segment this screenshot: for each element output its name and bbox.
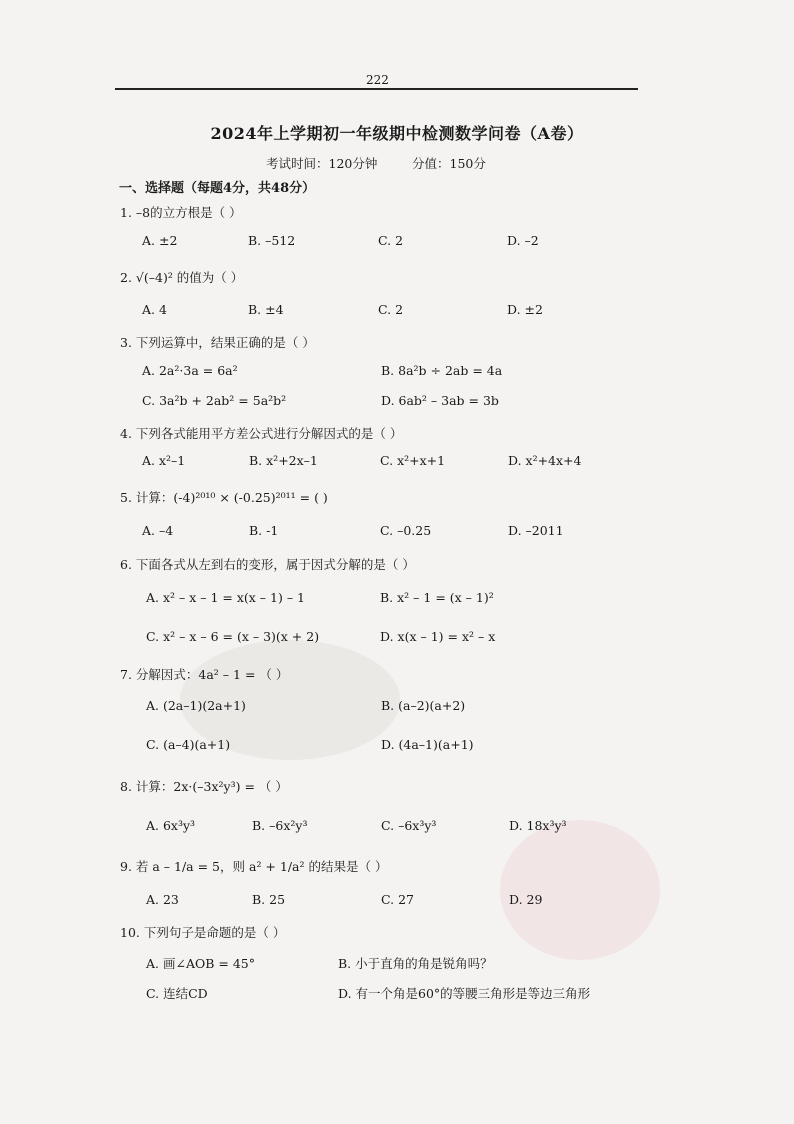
question-stem: 2. √(–4)² 的值为（ ） <box>120 270 244 285</box>
option-a: A. ±2 <box>142 233 178 248</box>
option-b: B. x²+2x–1 <box>249 453 318 468</box>
option-a: A. 23 <box>146 892 179 907</box>
option-c: C. –6x³y³ <box>381 818 437 833</box>
option-b: B. ±4 <box>248 302 284 317</box>
question-stem: 6. 下面各式从左到右的变形，属于因式分解的是（ ） <box>120 557 415 572</box>
option-a: A. (2a–1)(2a+1) <box>146 698 246 713</box>
option-c: C. x²+x+1 <box>380 453 446 468</box>
option-a: A. 6x³y³ <box>146 818 196 833</box>
option-b: B. (a–2)(a+2) <box>381 698 466 713</box>
paper-stain <box>500 820 660 960</box>
header-rule <box>115 88 638 90</box>
option-b: B. -1 <box>249 523 279 538</box>
option-c: C. (a–4)(a+1) <box>146 737 231 752</box>
section-title: 一、选择题（每题4分，共48分） <box>119 181 316 196</box>
option-a: A. 画∠AOB = 45° <box>146 956 255 971</box>
option-b: B. 25 <box>252 892 286 907</box>
question-stem: 3. 下列运算中，结果正确的是（ ） <box>120 335 315 350</box>
exam-title: 2024年上学期初一年级期中检测数学问卷（A卷） <box>210 124 584 143</box>
question-stem: 10. 下列句子是命题的是（ ） <box>120 925 286 940</box>
option-c: C. 2 <box>378 233 404 248</box>
option-d: D. x(x – 1) = x² – x <box>380 629 496 644</box>
option-a: A. x²–1 <box>142 453 186 468</box>
option-d: D. x²+4x+4 <box>508 453 582 468</box>
page-number: 222 <box>366 73 389 87</box>
question-stem: 5. 计算：(-4)²⁰¹⁰ × (-0.25)²⁰¹¹ = ( ) <box>120 490 328 505</box>
option-d: D. (4a–1)(a+1) <box>381 737 474 752</box>
option-d: D. –2011 <box>508 523 564 538</box>
question-stem: 1. –8的立方根是（ ） <box>120 205 242 220</box>
option-b: B. x² – 1 = (x – 1)² <box>380 590 494 605</box>
option-d: D. 6ab² – 3ab = 3b <box>381 393 499 408</box>
option-c: C. x² – x – 6 = (x – 3)(x + 2) <box>146 629 320 644</box>
option-c: C. –0.25 <box>380 523 432 538</box>
exam-score: 分值：150分 <box>412 156 486 171</box>
option-d: D. 18x³y³ <box>509 818 567 833</box>
exam-time: 考试时间：120分钟 <box>266 156 378 171</box>
option-d: D. 29 <box>509 892 543 907</box>
option-a: A. –4 <box>142 523 174 538</box>
option-c: C. 连结CD <box>146 986 208 1001</box>
option-b: B. –512 <box>248 233 296 248</box>
option-c: C. 3a²b + 2ab² = 5a²b² <box>142 393 287 408</box>
option-a: A. 4 <box>142 302 167 317</box>
option-a: A. 2a²·3a = 6a² <box>142 363 238 378</box>
question-stem: 7. 分解因式：4a² – 1 = （ ） <box>120 667 289 682</box>
option-d: D. 有一个角是60°的等腰三角形是等边三角形 <box>338 986 591 1001</box>
option-c: C. 27 <box>381 892 414 907</box>
question-stem: 4. 下列各式能用平方差公式进行分解因式的是（ ） <box>120 426 403 441</box>
option-d: D. –2 <box>507 233 539 248</box>
option-a: A. x² – x – 1 = x(x – 1) – 1 <box>146 590 306 605</box>
option-b: B. –6x²y³ <box>252 818 308 833</box>
question-stem: 9. 若 a – 1/a = 5，则 a² + 1/a² 的结果是（ ） <box>120 859 388 874</box>
question-stem: 8. 计算：2x·(–3x²y³) = （ ） <box>120 779 288 794</box>
option-b: B. 小于直角的角是锐角吗？ <box>338 956 493 971</box>
option-b: B. 8a²b ÷ 2ab = 4a <box>381 363 503 378</box>
option-d: D. ±2 <box>507 302 543 317</box>
option-c: C. 2 <box>378 302 404 317</box>
